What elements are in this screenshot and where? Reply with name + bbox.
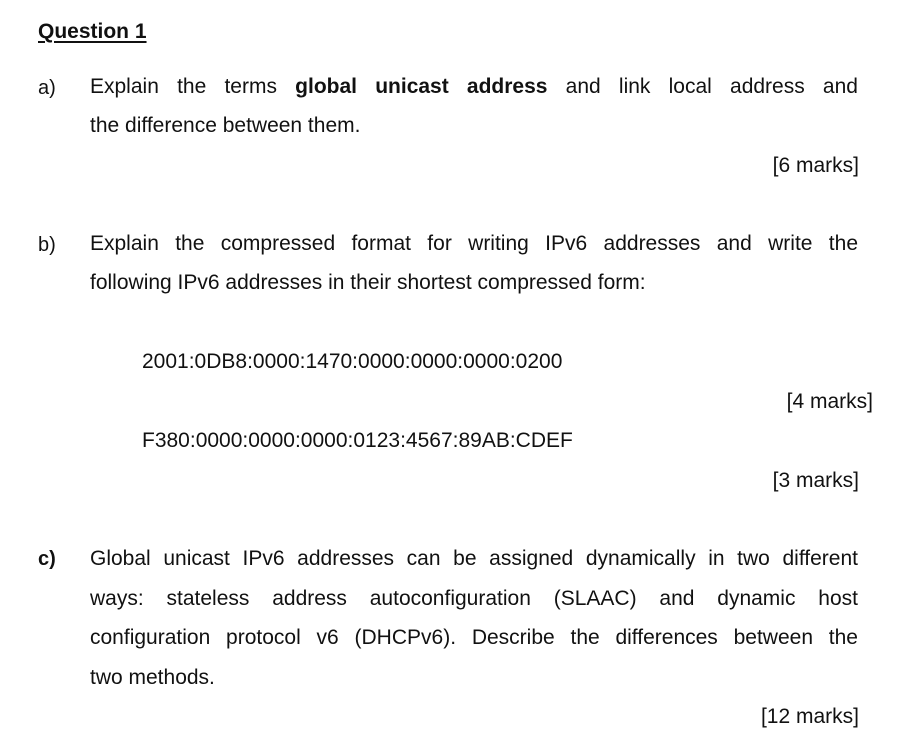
part-a-line-1	[90, 75, 858, 99]
part-b-line-2: following IPv6 addresses in their shortest compressed form:	[90, 271, 646, 294]
part-a-line-1-post: and link local address and	[565, 75, 858, 98]
part-a-label: a)	[38, 77, 56, 99]
ipv6-address-2: F380:0000:0000:0000:0123:4567:89AB:CDEF	[142, 429, 573, 452]
part-c-line-2: ways: stateless address autoconfiguration (SLAAC) and dynamic host	[90, 587, 858, 610]
part-b-marks-1: [4 marks]	[786, 390, 873, 413]
part-b-label: b)	[38, 234, 56, 256]
part-a-line-1-pre: Explain the terms	[90, 75, 277, 98]
part-c-line-1: Global unicast IPv6 addresses can be assigned dynamically in two different	[90, 547, 858, 570]
part-b-line-1: Explain the compressed format for writing IPv6 addresses and write the	[90, 232, 858, 255]
part-a-marks: [6 marks]	[772, 154, 859, 177]
part-a-line-1-bold: global unicast address	[295, 75, 548, 98]
part-c-line-4: two methods.	[90, 666, 215, 689]
question-heading: Question 1	[38, 20, 147, 43]
part-a-line-2: the difference between them.	[90, 114, 361, 137]
ipv6-address-1: 2001:0DB8:0000:1470:0000:0000:0000:0200	[142, 350, 563, 373]
part-c-marks: [12 marks]	[760, 705, 859, 728]
part-c-line-3: configuration protocol v6 (DHCPv6). Describe the differences between the	[90, 626, 858, 649]
part-c-label: c)	[38, 548, 56, 570]
part-b-marks-2: [3 marks]	[772, 469, 859, 492]
